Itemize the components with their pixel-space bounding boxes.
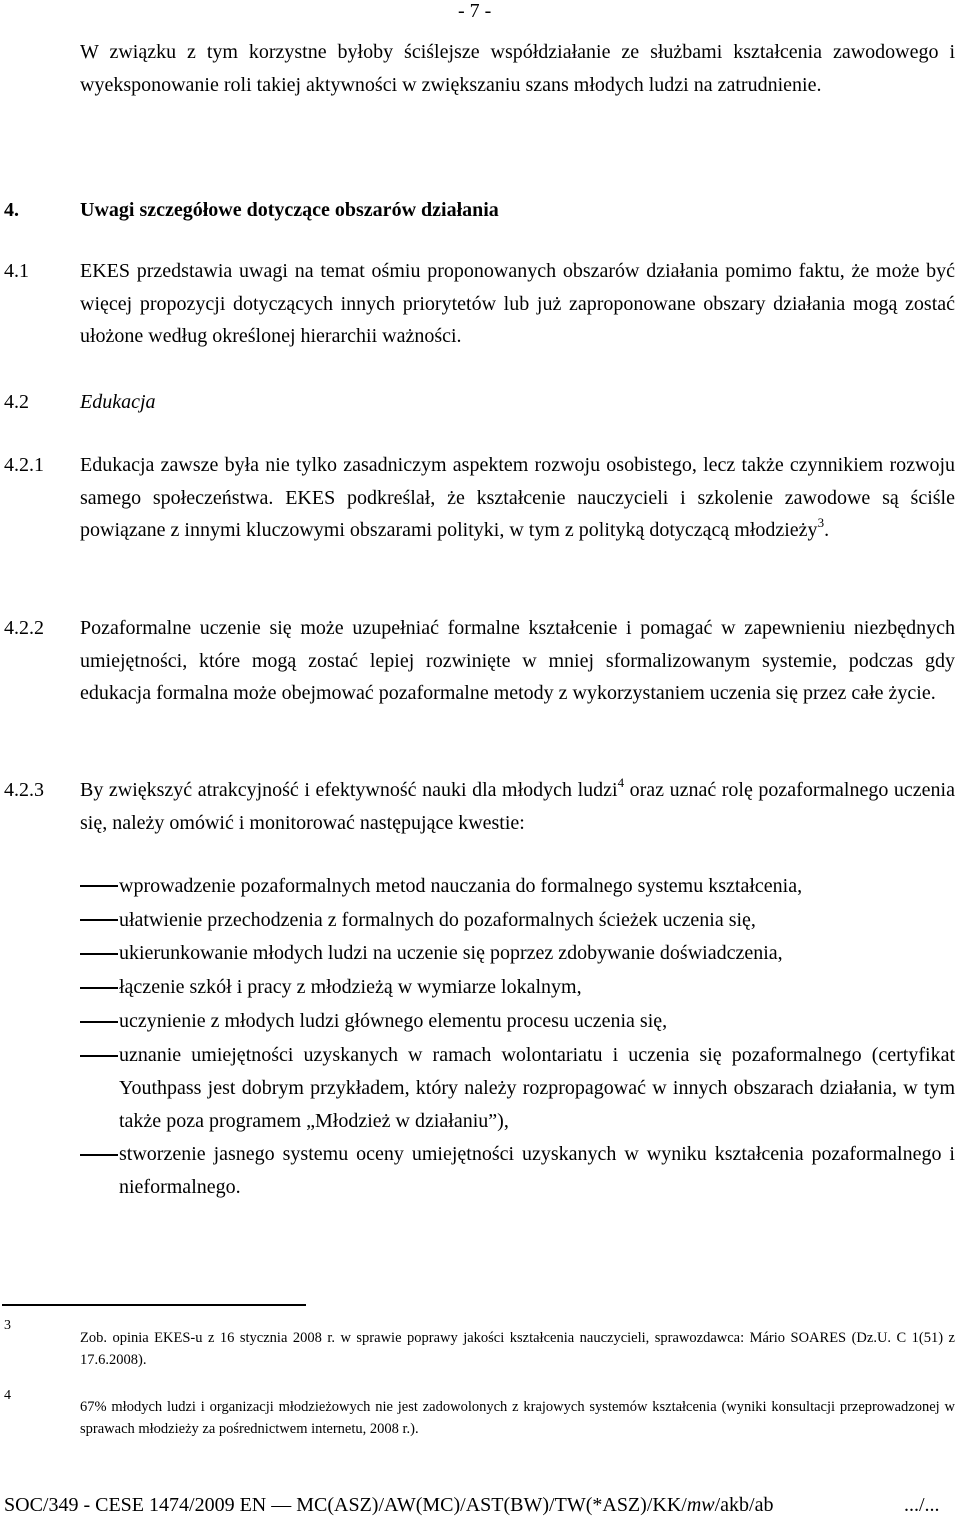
dash-icon [80, 919, 118, 921]
list-item: ułatwienie przechodzenia z formalnych do pozaformalnych ścieżek uczenia się, [119, 909, 756, 931]
paragraph-4-2-3-number: 4.2.3 [4, 779, 44, 801]
page-number: - 7 - [458, 0, 492, 22]
list-item: wprowadzenie pozaformalnych metod nauczania do formalnego systemu kształcenia, [119, 875, 803, 897]
list-item: stworzenie jasnego systemu oceny umiejętności uzyskanych w wyniku kształcenia pozaformalnego i nieformalnego. [119, 1143, 955, 1198]
footnote-ref-4[interactable]: 4 [617, 775, 625, 790]
paragraph-4-2-1-number: 4.2.1 [4, 454, 44, 476]
section-4-title: Uwagi szczegółowe dotyczące obszarów działania [80, 199, 499, 221]
dash-icon [80, 1154, 118, 1156]
list-item: uznanie umiejętności uzyskanych w ramach wolontariatu i uczenia się pozaformalnego (certyfikat Youthpass jest dobrym przykładem, który należy rozpropagować w innych obszarach działania, w tym także poza programem „Młodzież w działaniu”), [119, 1044, 955, 1132]
dash-icon [80, 987, 118, 989]
footnote-4-number: 4 [4, 1388, 11, 1403]
dash-icon [80, 953, 118, 955]
section-4-2-title: Edukacja [80, 391, 156, 413]
footnote-ref-3[interactable]: 3 [817, 515, 825, 530]
footnote-3-number: 3 [4, 1318, 11, 1333]
section-4-2-number: 4.2 [4, 391, 29, 413]
dash-icon [80, 1055, 118, 1057]
paragraph-4-2-1: Edukacja zawsze była nie tylko zasadniczym aspektem rozwoju osobistego, lecz także czynnikiem rozwoju samego społeczeństwa. EKES podkreślał, że kształcenie nauczycieli i szkolenie zawodowe są ściśle powiązane z innymi kluczowymi obszarami polityki, w tym z polityką dotyczącą młodzieży$^3$. [80, 454, 955, 541]
paragraph-4-1-number: 4.1 [4, 260, 29, 282]
section-4-number: 4. [4, 199, 19, 221]
intro-paragraph: W związku z tym korzystne byłoby ściślejsze współdziałanie ze służbami kształcenia zawodowego i wyeksponowanie roli takiej aktywności w zwiększaniu szans młodych ludzi na zatrudnienie. [80, 41, 955, 96]
continued-marker: .../... [904, 1494, 940, 1516]
paragraph-4-2-2-number: 4.2.2 [4, 617, 44, 639]
footnote-4-text: 67% młodych ludzi i organizacji młodzieżowych nie jest zadowolonych z krajowych systemów kształcenia (wyniki konsultacji przeprowadzonej w sprawach młodzieży za pośrednictwem internetu, 2008 r.). [80, 1399, 955, 1437]
list-item: ukierunkowanie młodych ludzi na uczenie się poprzez zdobywanie doświadczenia, [119, 942, 783, 964]
paragraph-4-2-3: By zwiększyć atrakcyjność i efektywność nauki dla młodych ludzi$^4$ oraz uznać rolę pozaformalnego uczenia się, należy omówić i monitorować następujące kwestie: [80, 775, 955, 834]
list-item: uczynienie z młodych ludzi głównego elementu procesu uczenia się, [119, 1010, 668, 1032]
footnote-separator [2, 1304, 306, 1306]
dash-icon [80, 1021, 118, 1023]
paragraph-4-2-2: Pozaformalne uczenie się może uzupełniać formalne kształcenie i pomagać w zapewnieniu niezbędnych umiejętności, które mogą zostać lepiej rozwinięte w mniej sformalizowanym systemie, podczas gdy edukacja formalna może obejmować pozaformalne metody z wykorzystaniem uczenia się przez całe życie. [80, 617, 955, 704]
document-reference: SOC/349 - CESE 1474/2009 EN — MC(ASZ)/AW(MC)/AST(BW)/TW(*ASZ)/KK/mw/akb/ab [4, 1494, 774, 1516]
paragraph-4-1: EKES przedstawia uwagi na temat ośmiu proponowanych obszarów działania pomimo faktu, że może być więcej propozycji dotyczących innych priorytetów lub już zaproponowane obszary działania mogą zostać ułożone według określonej hierarchii ważności. [80, 260, 955, 347]
footnote-3-text: Zob. opinia EKES-u z 16 stycznia 2008 r. w sprawie poprawy jakości kształcenia nauczycieli, sprawozdawca: Mário SOARES (Dz.U. C 1(51) z 17.6.2008). [80, 1330, 955, 1368]
list-item: łączenie szkół i pracy z młodzieżą w wymiarze lokalnym, [119, 976, 582, 998]
dash-icon [80, 885, 118, 887]
